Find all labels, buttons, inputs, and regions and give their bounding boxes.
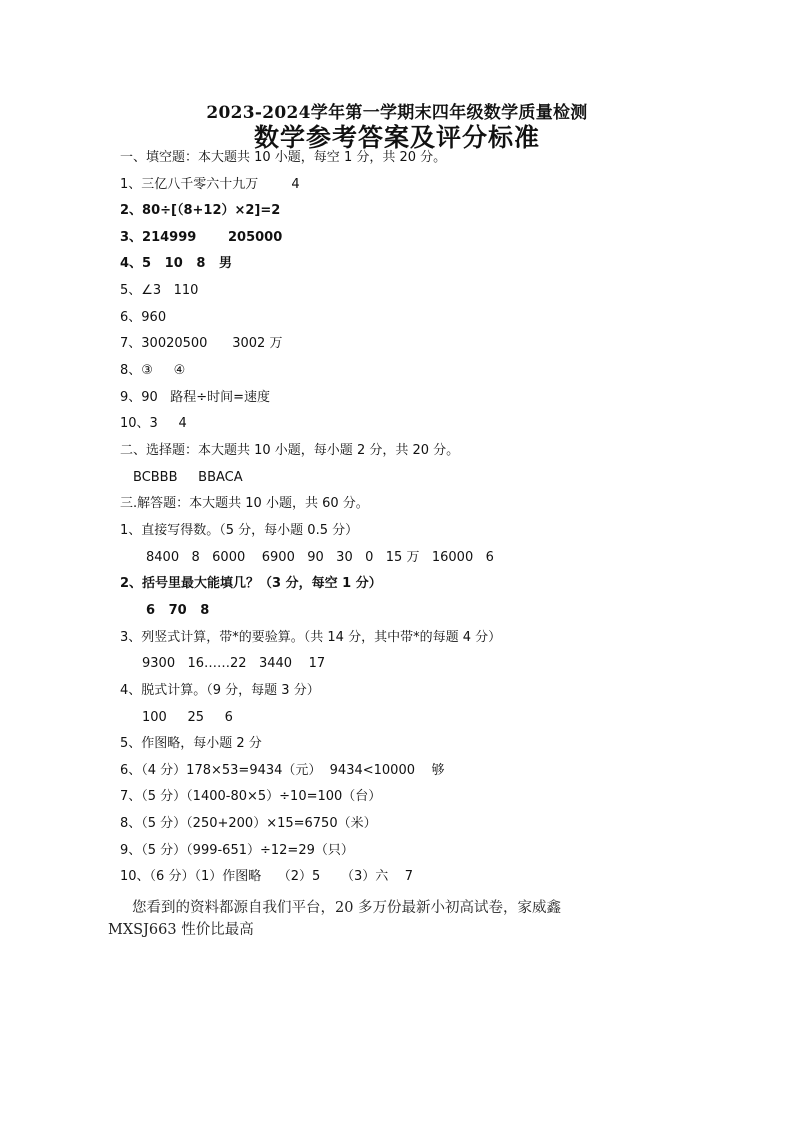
answer-line: 3、列竖式计算，带*的要验算。（共 14 分，其中带*的每题 4 分） <box>120 630 502 645</box>
answer-line: 10、3 4 <box>120 416 187 431</box>
answer-line: 一、填空题：本大题共 10 小题，每空 1 分，共 20 分。 <box>120 150 447 165</box>
answer-line: 2、括号里最大能填几？（3 分，每空 1 分） <box>120 576 382 591</box>
answer-line: 7、（5 分）（1400-80×5）÷10=100（台） <box>120 789 382 804</box>
answer-line: 3、214999 205000 <box>120 230 283 245</box>
answer-line: 7、30020500 3002 万 <box>120 336 283 351</box>
footer-line-1: 您看到的资料都源自我们平台，20 多万份最新小初高试卷，家威鑫 <box>132 900 562 916</box>
answer-line: 9、90 路程÷时间=速度 <box>120 390 270 405</box>
answer-line: 1、三亿八千零六十九万 4 <box>120 177 300 192</box>
answer-line: 1、直接写得数。（5 分，每小题 0.5 分） <box>120 523 359 538</box>
answer-line: 4、5 10 8 男 <box>120 256 232 271</box>
answer-line: 100 25 6 <box>142 710 233 725</box>
answer-line: 5、作图略，每小题 2 分 <box>120 736 262 751</box>
answer-line: 三.解答题：本大题共 10 小题，共 60 分。 <box>120 496 369 511</box>
answer-line: 2、80÷[（8+12）×2]=2 <box>120 203 281 218</box>
answer-line: 6、960 <box>120 310 167 325</box>
answer-line: 9、（5 分）（999-651）÷12=29（只） <box>120 843 354 858</box>
answer-line: 10、（6 分）（1）作图略 （2）5 （3）六 7 <box>120 869 414 884</box>
answer-line: 5、∠3 110 <box>120 283 199 298</box>
document-title: 2023-2024学年第一学期末四年级数学质量检测 <box>206 103 588 123</box>
answer-line: 4、脱式计算。（9 分，每题 3 分） <box>120 683 320 698</box>
document-subtitle: 数学参考答案及评分标准 <box>253 123 540 152</box>
footer-note <box>108 897 628 941</box>
answer-line: 6、（4 分）178×53=9434（元） 9434<10000 够 <box>120 763 445 778</box>
answer-line: 8、③ ④ <box>120 363 186 378</box>
answer-line: 二、选择题：本大题共 10 小题，每小题 2 分，共 20 分。 <box>120 443 460 458</box>
answer-line: BCBBB BBACA <box>133 470 243 485</box>
answer-line: 6 70 8 <box>146 603 210 618</box>
answer-line: 9300 16……22 3440 17 <box>142 656 326 671</box>
answer-line: 8400 8 6000 6900 90 30 0 15 万 16000 6 <box>146 550 494 565</box>
footer-line-2: MXSJ663 性价比最高 <box>108 922 254 938</box>
answer-line: 8、（5 分）（250+200）×15=6750（米） <box>120 816 377 831</box>
